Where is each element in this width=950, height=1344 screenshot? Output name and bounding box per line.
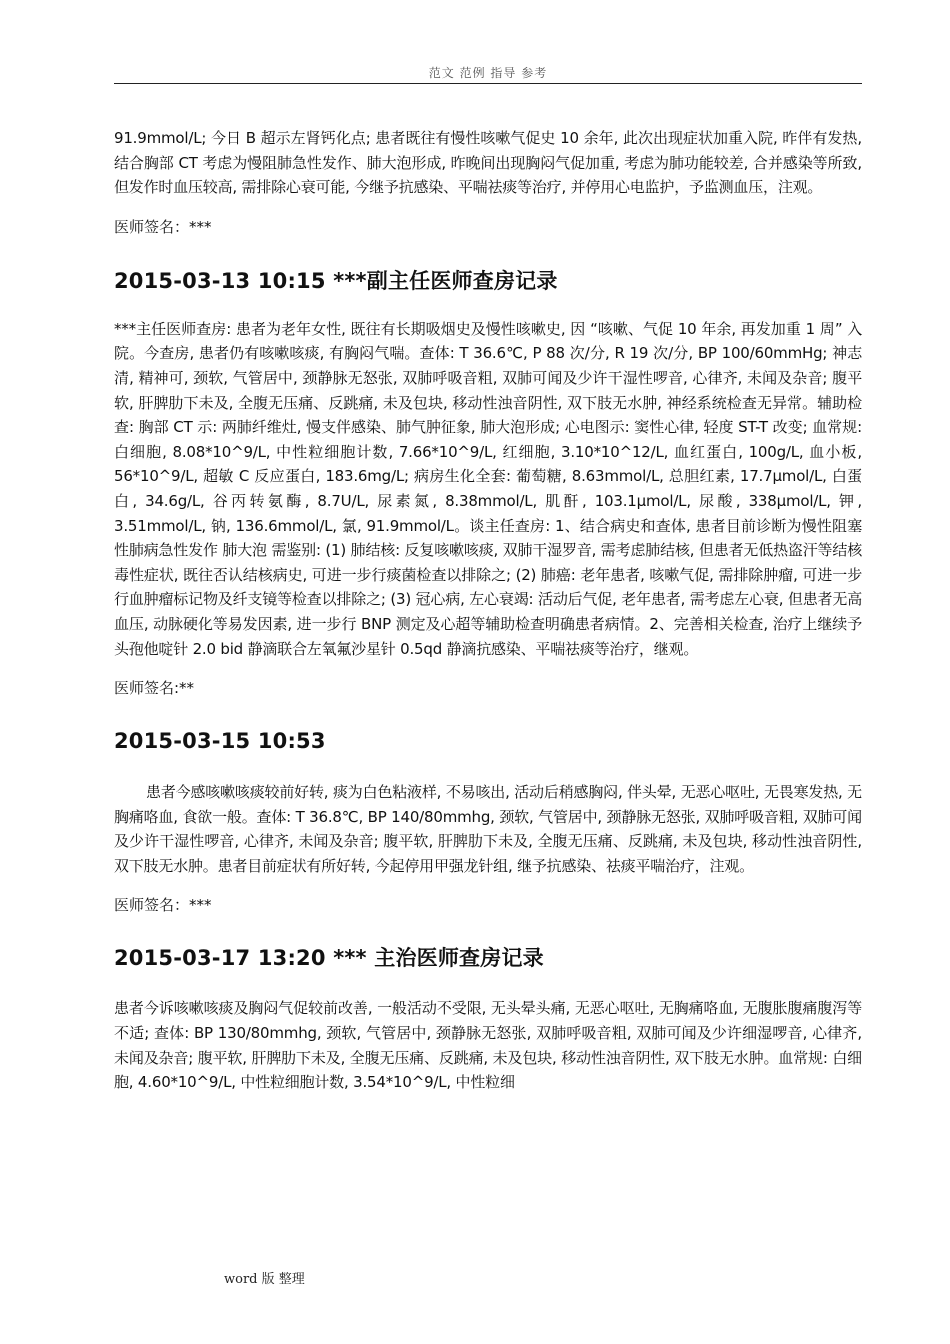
doctor-signature-3: 医师签名：*** [114,896,212,915]
doctor-signature-2: 医师签名:** [114,679,195,698]
progress-note-heading-2015-03-15: 2015-03-15 10:53 [114,729,326,754]
doctor-signature-1: 医师签名：*** [114,217,212,236]
ward-round-heading-2015-03-17: 2015-03-17 13:20 *** 主治医师查房记录 [114,946,544,971]
document-body [114,126,862,1095]
header-divider [114,83,862,84]
page-footer: word 版 整理 [224,1272,305,1287]
progress-note-paragraph-2: ***主任医师查房: 患者为老年女性, 既往有长期吸烟史及慢性咳嗽史, 因 “咳嗽、气促 10 年余, 再发加重 1 周” 入院。今查房, 患者仍有咳嗽咳痰, 有胸闷气喘。查体: T 36.6℃, P 88 次/分, R 19 次/分, BP 100/60mmHg; 神志清, 精神可, 颈软, 气管居中, 颈静脉无怒张, 双肺呼吸音粗, 双肺可闻及少许干湿性啰音, 心律齐, 未闻及杂音; 腹平软, 肝脾肋下未及, 全腹无压痛、反跳痛, 未及包块, 移动性浊音阴性, 双下肢无水肿, 神经系统检查无异常。辅助检查: 胸部 CT 示: 两肺纤维灶, 慢支伴感染、肺气肿征象, 肺大泡形成; 心电图示: 窦性心律, 轻度 ST-T 改变; 血常规: 白细胞, 8.08*10^9/L, 中性粒细胞计数, 7.66*10^9/L, 红细胞, 3.10*10^12/L, 血红蛋白, 100g/L, 血小板, 56*10^9/L, 超敏 C 反应蛋白, 183.6mg/L; 病房生化全套: 葡萄糖, 8.63mmol/L, 总胆红素, 17.7μmol/L, 白蛋白, 34.6g/L, 谷丙转氨酶, 8.7U/L, 尿素氮, 8.38mmol/L, 肌酐, 103.1μmol/L, 尿酸, 338μmol/L, 钾, 3.51mmol/L, 钠, 136.6mmol/L, 氯, 91.9mmol/L。谈主任查房: 1、结合病史和查体, 患者目前诊断为慢性阻塞性肺病急性发作 肺大泡 需鉴别: (1) 肺结核: 反复咳嗽咳痰, 双肺干湿罗音, 需考虑肺结核, 但患者无低热盗汗等结核毒性症状, 既往否认结核病史, 可进一步行痰菌检查以排除之; (2) 肺癌: 老年患者, 咳嗽气促, 需排除肿瘤, 可进一步行血肿瘤标记物及纤支镜等检查以排除之; (3) 冠心病, 左心衰竭: 活动后气促, 老年患者, 需考虑左心衰, 但患者无高血压, 动脉硬化等易发因素, 进一步行 BNP 测定及心超等辅助检查明确患者病情。2、完善相关检查, 治疗上继续予头孢他啶针 2.0 bid 静滴联合左氧氟沙星针 0.5qd 静滴抗感染、平喘祛痰等治疗，继观。 [114,319,862,658]
progress-note-paragraph-1: 91.9mmol/L; 今日 B 超示左肾钙化点; 患者既往有慢性咳嗽气促史 10 余年, 此次出现症状加重入院, 昨伴有发热, 结合胸部 CT 考虑为慢阻肺急性发作、肺大泡形成, 昨晚间出现胸闷气促加重, 考虑为肺功能较差, 合并感染等所致, 但发作时血压较高, 需排除心衰可能, 今继予抗感染、平喘祛痰等治疗, 并停用心电监护，予监测血压，注观。 [114,129,862,197]
ward-round-heading-2015-03-13: 2015-03-13 10:15 ***副主任医师查房记录 [114,268,558,293]
progress-note-paragraph-3: 患者今感咳嗽咳痰较前好转, 痰为白色粘液样, 不易咳出, 活动后稍感胸闷, 伴头晕, 无恶心呕吐, 无畏寒发热, 无胸痛咯血, 食欲一般。查体: T 36.8℃, BP 140/80mmhg, 颈软, 气管居中, 颈静脉无怒张, 双肺呼吸音粗, 双肺可闻及少许干湿性啰音, 心律齐, 未闻及杂音; 腹平软, 肝脾肋下未及, 全腹无压痛、反跳痛, 未及包块, 移动性浊音阴性, 双下肢无水肿。患者目前症状有所好转, 今起停用甲强龙针组, 继予抗感染、祛痰平喘治疗，注观。 [114,783,862,875]
progress-note-paragraph-4: 患者今诉咳嗽咳痰及胸闷气促较前改善, 一般活动不受限, 无头晕头痛, 无恶心呕吐, 无胸痛咯血, 无腹胀腹痛腹泻等不适; 查体: BP 130/80mmhg, 颈软, 气管居中, 颈静脉无怒张, 双肺呼吸音粗, 双肺可闻及少许细湿啰音, 心律齐, 未闻及杂音; 腹平软, 肝脾肋下未及, 全腹无压痛、反跳痛, 未及包块, 移动性浊音阴性, 双下肢无水肿。血常规: 白细胞, 4.60*10^9/L, 中性粒细胞计数, 3.54*10^9/L, 中性粒细 [114,999,862,1092]
page-header: 范文 范例 指导 参考 [428,66,548,80]
